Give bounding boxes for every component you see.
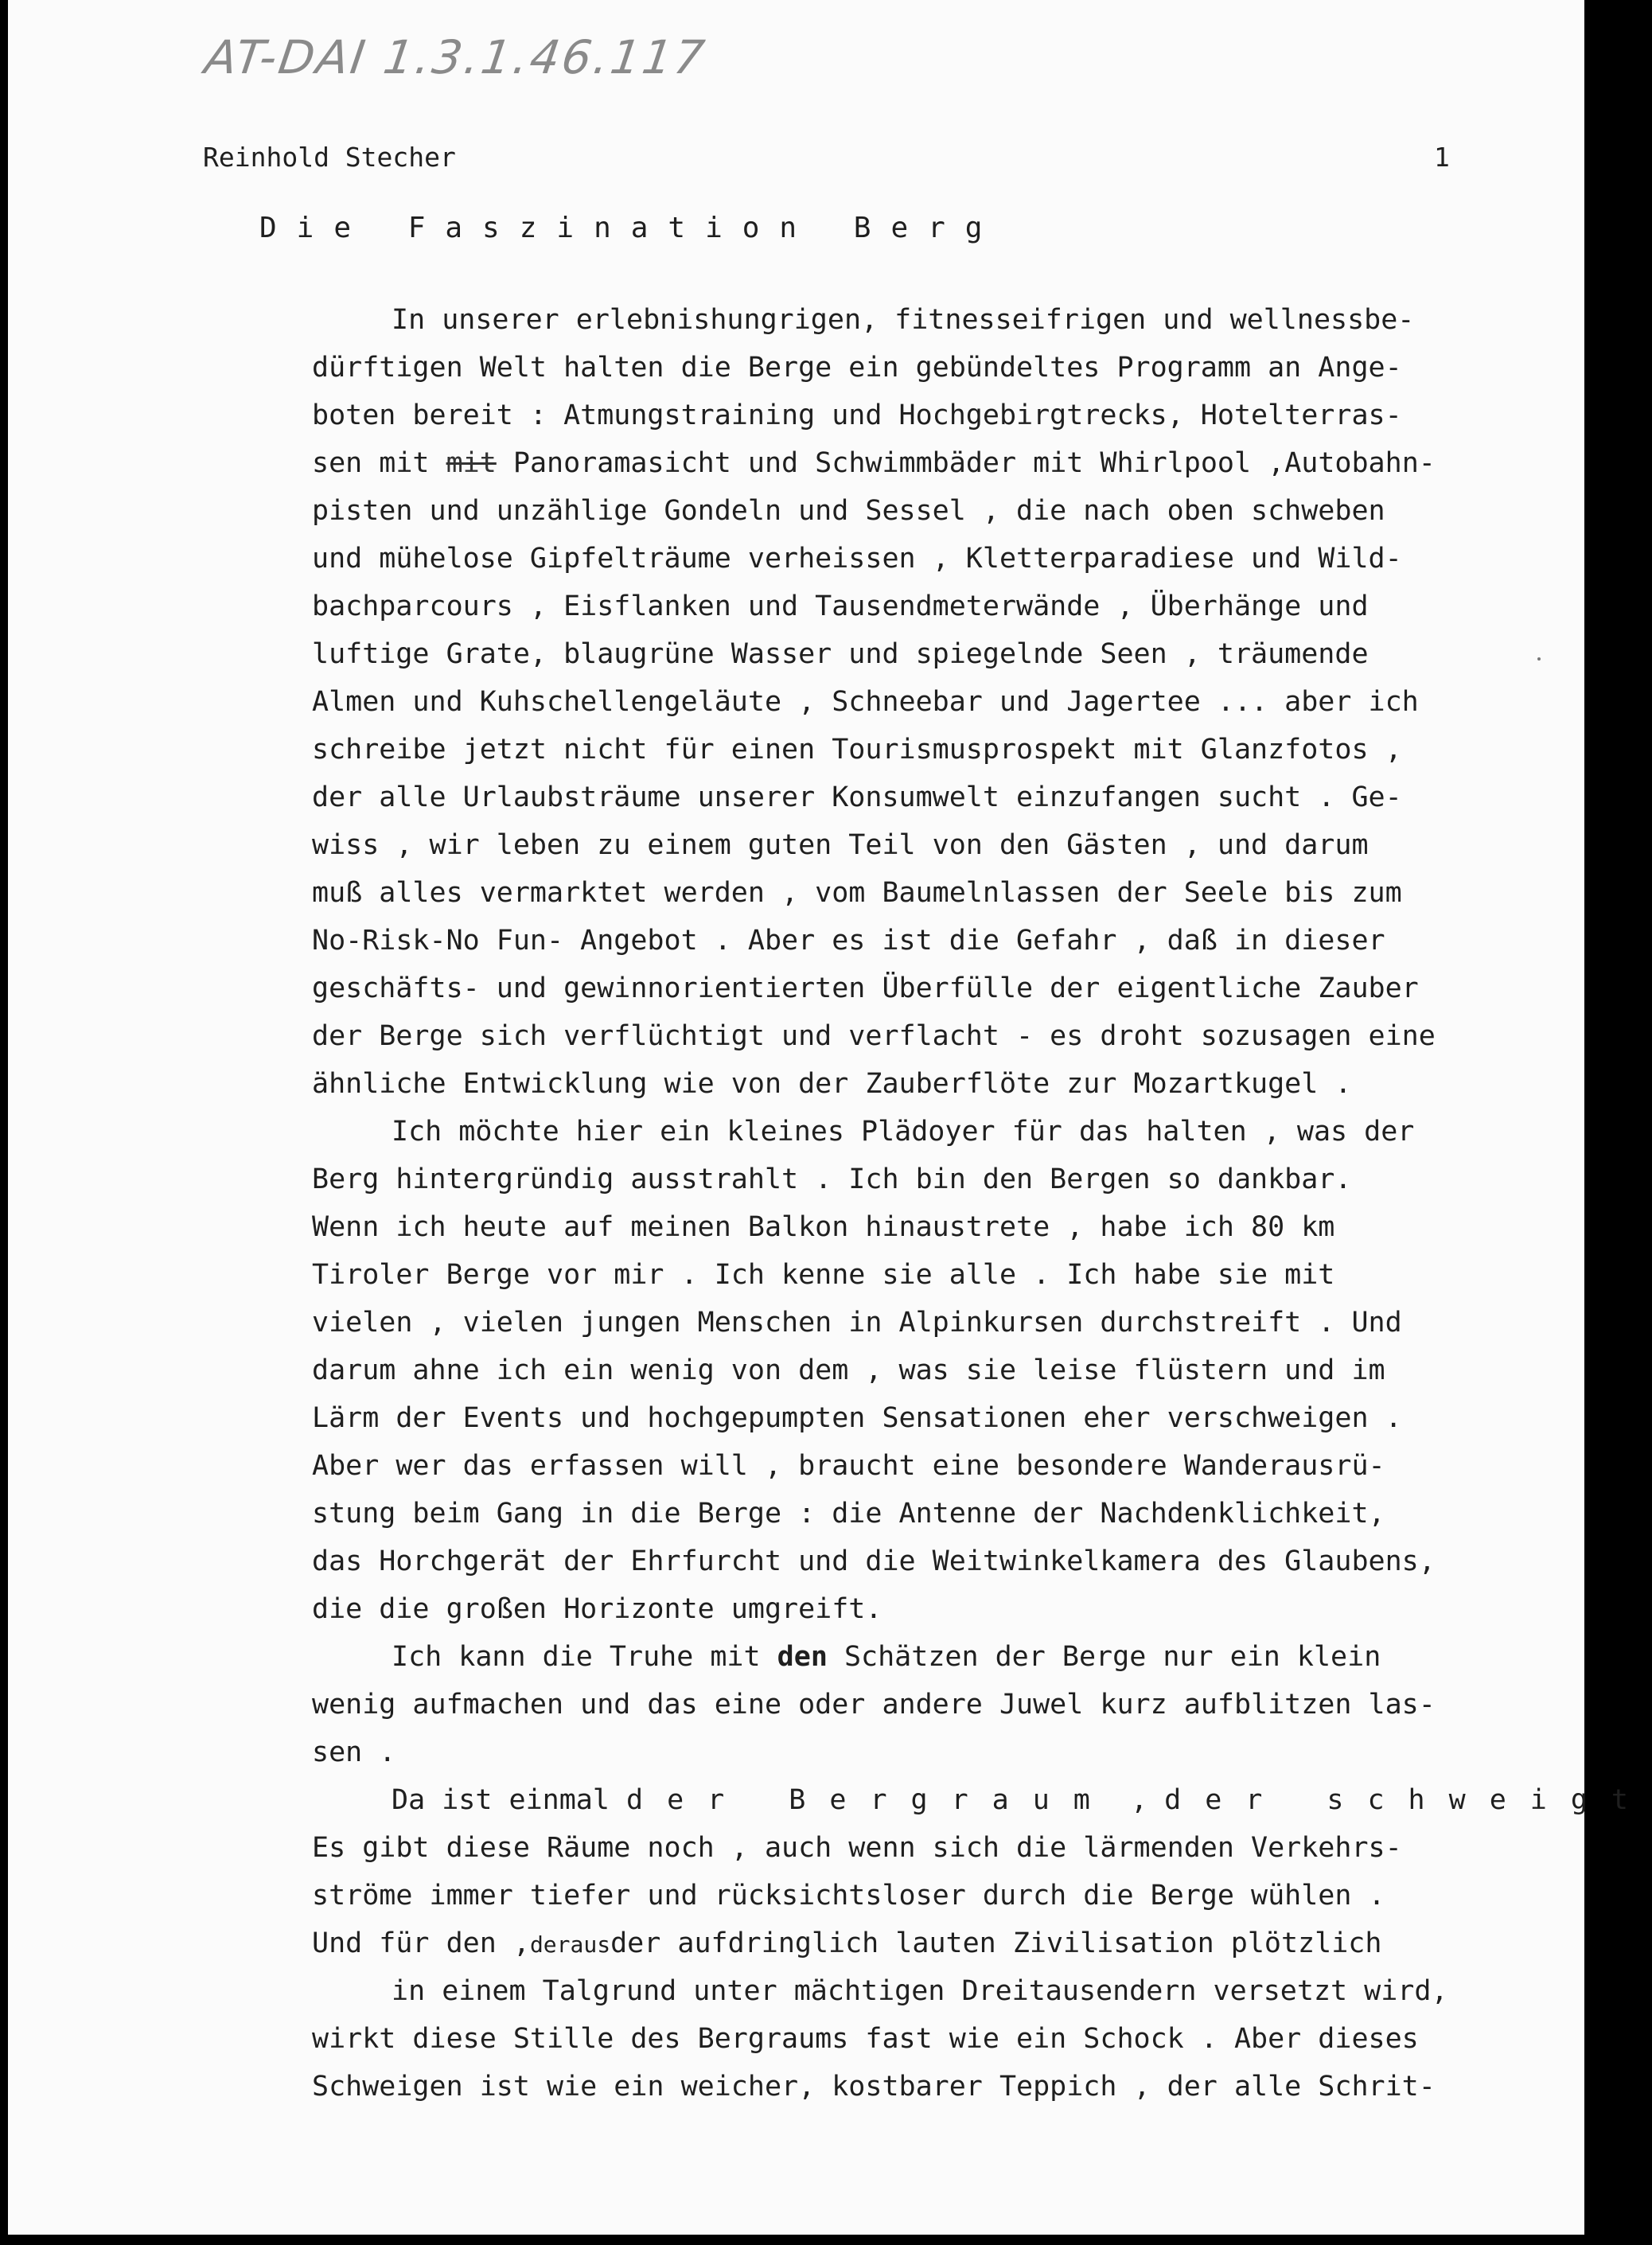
text-line: der alle Urlaubsträume unserer Konsumwelt einzufangen sucht . Ge-: [312, 781, 1402, 813]
scan-speck: [1537, 657, 1541, 661]
text-segment: aufdringlich lauten Zivilisation plötzlich: [677, 1927, 1382, 1959]
text-segment: Ich kann die Truhe mit: [392, 1641, 761, 1673]
text-line: Es gibt diese Räume noch , auch wenn sich die lärmenden Verkehrs-: [312, 1832, 1402, 1864]
text-segment: Panoramasicht und Schwimmbäder mit Whirlpool ,Autobahn-: [512, 447, 1436, 479]
archive-number-handwritten: AT-DAI 1.3.1.46.117: [201, 30, 711, 84]
text-line: pisten und unzählige Gondeln und Sessel , die nach oben schweben: [312, 495, 1385, 527]
text-line: In unserer erlebnishungrigen, fitnesseifrigen und wellnessbe-: [392, 304, 1415, 336]
text-line: bachparcours , Eisflanken und Tausendmeterwände , Überhänge und: [312, 590, 1369, 622]
text-line: der Berge sich verflüchtigt und verflacht - es droht sozusagen eine: [312, 1020, 1436, 1052]
text-line: dürftigen Welt halten die Berge ein gebündeltes Programm an Ange-: [312, 352, 1402, 384]
text-line: Ich möchte hier ein kleines Plädoyer für das halten , was der: [392, 1116, 1415, 1148]
text-line: boten bereit : Atmungstraining und Hochgebirgtrecks, Hotelterras-: [312, 400, 1402, 431]
text-line: wenig aufmachen und das eine oder andere Juwel kurz aufblitzen las-: [312, 1689, 1436, 1721]
text-line: [312, 1776, 1652, 1824]
struck-word: mit: [446, 447, 497, 479]
text-line: das Horchgerät der Ehrfurcht und die Weitwinkelkamera des Glaubens,: [312, 1545, 1436, 1577]
text-line: [312, 1633, 1652, 1681]
body-text: [312, 296, 1652, 2111]
text-line: wirkt diese Stille des Bergraums fast wie ein Schock . Aber dieses: [312, 2023, 1419, 2055]
text-segment: Schätzen der Berge nur ein klein: [844, 1641, 1381, 1673]
text-segment: sen mit: [312, 447, 430, 479]
text-line: stung beim Gang in die Berge : die Antenne der Nachdenklichkeit,: [312, 1498, 1385, 1530]
text-line: vielen , vielen jungen Menschen in Alpinkursen durchstreift . Und: [312, 1307, 1402, 1339]
text-line: [312, 1920, 1652, 1967]
text-line: muß alles vermarktet werden , vom Baumelnlassen der Seele bis zum: [312, 877, 1402, 909]
text-line: schreibe jetzt nicht für einen Tourismusprospekt mit Glanzfotos ,: [312, 734, 1402, 766]
document-page: [8, 0, 1652, 2235]
text-line: sen .: [312, 1736, 396, 1768]
text-line: [312, 439, 1652, 487]
page-number: 1: [1434, 142, 1450, 173]
text-line: Tiroler Berge vor mir . Ich kenne sie alle . Ich habe sie mit: [312, 1259, 1335, 1291]
text-line: darum ahne ich ein wenig von dem , was sie leise flüstern und im: [312, 1354, 1385, 1386]
author-name: Reinhold Stecher: [203, 142, 456, 173]
text-line: und mühelose Gipfelträume verheissen , Kletterparadiese und Wild-: [312, 543, 1402, 575]
text-line: Lärm der Events und hochgepumpten Sensationen eher verschweigen .: [312, 1402, 1402, 1434]
spaced-text: der schweigt: [1164, 1784, 1652, 1816]
text-line: ähnliche Entwicklung wie von der Zauberflöte zur Mozartkugel .: [312, 1068, 1352, 1100]
text-segment: Und für den ,: [312, 1927, 530, 1959]
text-segment: Da ist einmal: [392, 1784, 610, 1816]
text-line: in einem Talgrund unter mächtigen Dreitausendern versetzt wird,: [392, 1975, 1448, 2007]
text-segment: der: [610, 1927, 661, 1959]
text-line: Schweigen ist wie ein weicher, kostbarer Teppich , der alle Schrit-: [312, 2071, 1436, 2103]
text-line: Wenn ich heute auf meinen Balkon hinaustrete , habe ich 80 km: [312, 1211, 1335, 1243]
text-line: luftige Grate, blaugrüne Wasser und spiegelnde Seen , träumende: [312, 638, 1369, 670]
handwritten-insertion: aus: [570, 1931, 611, 1958]
handwritten-insertion: der: [529, 1931, 571, 1958]
text-line: wiss , wir leben zu einem guten Teil von den Gästen , und darum: [312, 829, 1369, 861]
text-line: Almen und Kuhschellengeläute , Schneebar und Jagertee ... aber ich: [312, 686, 1419, 718]
text-line: Berg hintergründig ausstrahlt . Ich bin den Bergen so dankbar.: [312, 1163, 1352, 1195]
text-line: die die großen Horizonte umgreift.: [312, 1593, 882, 1625]
text-segment: ,: [1130, 1784, 1148, 1816]
text-line: No-Risk-No Fun- Angebot . Aber es ist die Gefahr , daß in dieser: [312, 925, 1385, 957]
spaced-text: der Bergraum: [626, 1784, 1114, 1816]
text-line: ströme immer tiefer und rücksichtsloser durch die Berge wühlen .: [312, 1880, 1385, 1912]
text-line: geschäfts- und gewinnorientierten Überfülle der eigentliche Zauber: [312, 972, 1419, 1004]
text-line: Aber wer das erfassen will , braucht eine besondere Wanderausrü-: [312, 1450, 1385, 1482]
corrected-word: den: [777, 1641, 828, 1673]
document-title: Die Faszination Berg: [259, 212, 1003, 244]
